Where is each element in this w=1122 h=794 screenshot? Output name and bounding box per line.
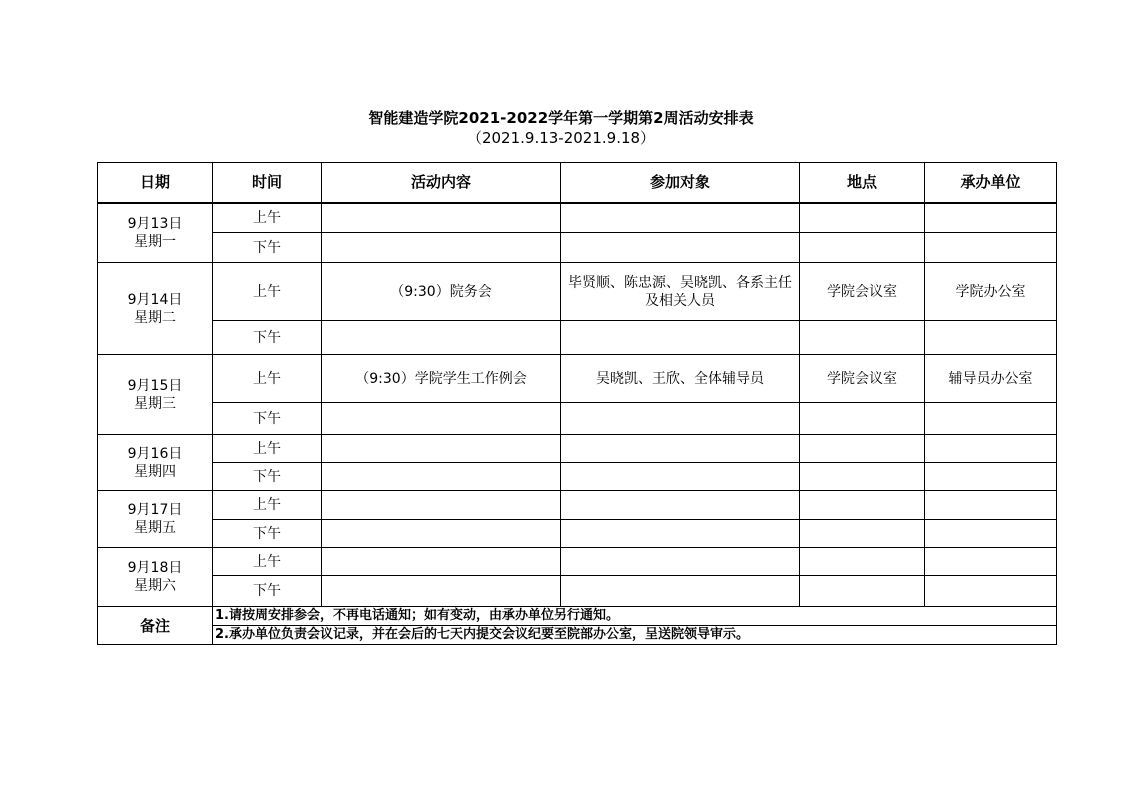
schedule-table <box>97 162 1057 645</box>
notes-row <box>98 626 1057 645</box>
location-cell <box>800 491 925 520</box>
date-label: 9月14日 <box>127 291 183 308</box>
attendees-cell <box>561 520 800 548</box>
date-label: 9月15日 <box>127 377 183 394</box>
period-cell: 上午 <box>213 435 322 463</box>
content-cell <box>322 435 561 463</box>
location-cell: 学院会议室 <box>800 263 925 321</box>
table-row <box>98 435 1057 463</box>
content-cell <box>322 491 561 520</box>
notes-label: 备注 <box>98 607 213 645</box>
date-cell <box>98 263 213 355</box>
table-row <box>98 203 1057 233</box>
table-row <box>98 491 1057 520</box>
content-cell <box>322 576 561 607</box>
table-header-row <box>98 163 1057 203</box>
date-label: 9月13日 <box>127 215 183 232</box>
note-line-1: 1.请按周安排参会，不再电话通知；如有变动，由承办单位另行通知。 <box>213 607 1057 626</box>
location-cell <box>800 435 925 463</box>
organizer-cell <box>925 520 1057 548</box>
organizer-cell <box>925 321 1057 355</box>
period-cell: 上午 <box>213 355 322 403</box>
content-cell: （9:30）院务会 <box>322 263 561 321</box>
period-cell: 上午 <box>213 548 322 576</box>
weekday-label: 星期二 <box>134 309 176 326</box>
attendees-cell <box>561 203 800 233</box>
period-cell: 上午 <box>213 203 322 233</box>
location-cell <box>800 576 925 607</box>
organizer-cell <box>925 435 1057 463</box>
weekday-label: 星期三 <box>134 395 176 412</box>
notes-row <box>98 607 1057 626</box>
date-cell <box>98 548 213 607</box>
period-cell: 下午 <box>213 233 322 263</box>
document-title: 智能建造学院2021-2022学年第一学期第2周活动安排表 <box>368 109 754 127</box>
table-row <box>98 463 1057 491</box>
date-cell <box>98 491 213 548</box>
attendees-cell <box>561 321 800 355</box>
location-cell <box>800 321 925 355</box>
table-row <box>98 233 1057 263</box>
attendees-cell: 吴晓凯、王欣、全体辅导员 <box>561 355 800 403</box>
attendees-cell <box>561 463 800 491</box>
organizer-cell <box>925 576 1057 607</box>
table-row <box>98 321 1057 355</box>
header-location: 地点 <box>800 163 925 203</box>
date-cell <box>98 355 213 435</box>
period-cell: 下午 <box>213 463 322 491</box>
note-line-2: 2.承办单位负责会议记录，并在会后的七天内提交会议纪要至院部办公室，呈送院领导审示。 <box>213 626 1057 645</box>
content-cell: （9:30）学院学生工作例会 <box>322 355 561 403</box>
location-cell <box>800 403 925 435</box>
table-row <box>98 263 1057 321</box>
date-label: 9月16日 <box>127 445 183 462</box>
location-cell <box>800 203 925 233</box>
table-row <box>98 576 1057 607</box>
location-cell <box>800 548 925 576</box>
period-cell: 下午 <box>213 321 322 355</box>
organizer-cell <box>925 463 1057 491</box>
organizer-cell: 学院办公室 <box>925 263 1057 321</box>
organizer-cell: 辅导员办公室 <box>925 355 1057 403</box>
attendees-cell <box>561 576 800 607</box>
period-cell: 下午 <box>213 520 322 548</box>
content-cell <box>322 520 561 548</box>
table-row <box>98 520 1057 548</box>
weekday-label: 星期六 <box>134 578 176 594</box>
table-row <box>98 403 1057 435</box>
attendees-cell: 毕贤顺、陈忠源、吴晓凯、各系主任及相关人员 <box>561 263 800 321</box>
location-cell <box>800 463 925 491</box>
period-cell: 上午 <box>213 263 322 321</box>
attendees-cell <box>561 233 800 263</box>
header-time: 时间 <box>213 163 322 203</box>
table-row <box>98 548 1057 576</box>
content-cell <box>322 403 561 435</box>
attendees-cell <box>561 403 800 435</box>
location-cell: 学院会议室 <box>800 355 925 403</box>
attendees-cell <box>561 435 800 463</box>
location-cell <box>800 520 925 548</box>
date-range-subtitle: （2021.9.13-2021.9.18） <box>466 129 656 147</box>
table-row <box>98 355 1057 403</box>
attendees-cell <box>561 548 800 576</box>
content-cell <box>322 463 561 491</box>
header-content: 活动内容 <box>322 163 561 203</box>
content-cell <box>322 548 561 576</box>
organizer-cell <box>925 233 1057 263</box>
header-organizer: 承办单位 <box>925 163 1057 203</box>
content-cell <box>322 321 561 355</box>
date-label: 9月17日 <box>127 502 183 518</box>
date-cell <box>98 203 213 263</box>
weekday-label: 星期四 <box>134 463 176 480</box>
organizer-cell <box>925 203 1057 233</box>
attendees-cell <box>561 491 800 520</box>
organizer-cell <box>925 403 1057 435</box>
period-cell: 下午 <box>213 403 322 435</box>
organizer-cell <box>925 548 1057 576</box>
content-cell <box>322 203 561 233</box>
date-cell <box>98 435 213 491</box>
period-cell: 上午 <box>213 491 322 520</box>
date-label: 9月18日 <box>127 560 183 576</box>
period-cell: 下午 <box>213 576 322 607</box>
location-cell <box>800 233 925 263</box>
header-date: 日期 <box>98 163 213 203</box>
weekday-label: 星期一 <box>134 233 176 250</box>
organizer-cell <box>925 491 1057 520</box>
header-attendees: 参加对象 <box>561 163 800 203</box>
weekday-label: 星期五 <box>134 520 176 536</box>
content-cell <box>322 233 561 263</box>
